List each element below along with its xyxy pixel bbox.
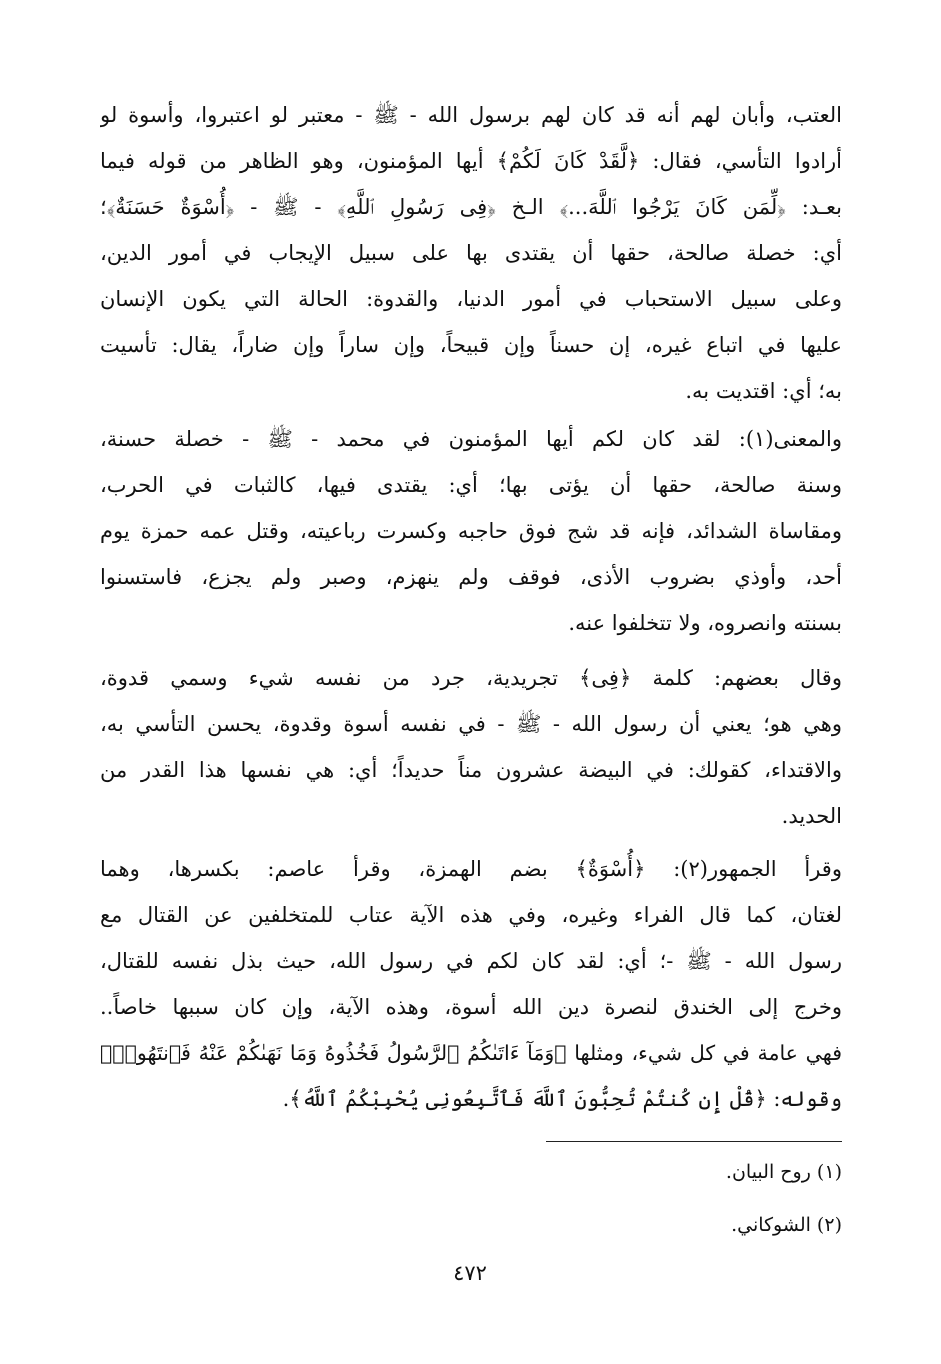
- text-line: والاقتداء، كقولك: في البيضة عشرون مناً حديداً؛ أي: هي نفسها هذا القدر من: [100, 758, 842, 782]
- text-line: وخرج إلى الخندق لنصرة دين الله أسوة، وهذه الآية، وإن كان سببها خاصاً..: [100, 995, 842, 1019]
- text-line: ومقاساة الشدائد، فإنه قد شج فوق حاجبه وكسرت رباعيته، وقتل عمه حمزة يوم: [100, 519, 842, 543]
- text-line: أرادوا التأسي، فقال: ﴿لَّقَدْ كَانَ لَكُمْ﴾ أيها المؤمنون، وهو الظاهر من قوله فيما: [100, 149, 842, 173]
- text-line: بسنته وانصروه، ولا تتخلفوا عنه.: [568, 611, 842, 635]
- text-line: وقرأ الجمهور(٢): ﴿أُسْوَةٌ﴾ بضم الهمزة، وقرأ عاصم: بكسرها، وهما: [100, 857, 842, 881]
- text-line: والمعنى(١): لقد كان لكم أيها المؤمنون في محمد - ﷺ - خصلة حسنة،: [100, 427, 842, 451]
- text-line: العتب، وأبان لهم أنه قد كان لهم برسول الله - ﷺ - معتبر لو اعتبروا، وأسوة لو: [100, 103, 842, 127]
- text-line: وعلى سبيل الاستحباب في أمور الدنيا، والقدوة: الحالة التي يكون الإنسان: [100, 287, 842, 311]
- page-number: ٤٧٢: [453, 1261, 487, 1285]
- footnote-2: (٢) الشوكاني.: [731, 1214, 842, 1236]
- text-line: الحديد.: [781, 804, 842, 828]
- text-line: فهي عامة في كل شيء، ومثلها ﴿وَمَآ ءَاتَىٰكُمُ ٱلرَّسُولُ فَخُذُوهُ وَمَا نَهَىٰكُمْ عَنْهُ فَٱنتَهُوا۟﴾: [100, 1041, 842, 1065]
- text-line: به؛ أي: اقتديت به.: [685, 379, 842, 403]
- text-line: أحد، وأوذي بضروب الأذى، فوقف ولم ينهزم، وصبر ولم يجزع، فاستسنوا: [100, 565, 842, 589]
- footnote-separator: [546, 1141, 842, 1142]
- paragraph-3: [100, 655, 842, 839]
- paragraph-1: [100, 92, 842, 414]
- text-line: وسنة صالحة، حقها أن يؤتى بها؛ أي: يقتدى فيها، كالثبات في الحرب،: [100, 473, 842, 497]
- text-line: وهي هو؛ يعني أن رسول الله - ﷺ - في نفسه أسوة وقدوة، يحسن التأسي به،: [100, 712, 842, 736]
- text-line: وقوله: ﴿قُلْ إِن كُنتُمْ تُحِبُّونَ ٱللَّهَ فَٱتَّبِعُونِى يُحْبِبْكُمُ ٱللَّهُ﴾.: [282, 1087, 842, 1111]
- text-line: وقال بعضهم: كلمة ﴿فِى﴾ تجريدية، جرد من نفسه شيء وسمي قدوة،: [100, 666, 842, 690]
- text-line: بعـد: ﴿لِّمَن كَانَ يَرْجُوا ٱللَّهَ...﴾ الـخ ﴿فِى رَسُولِ ٱللَّهِ﴾ - ﷺ - ﴿أُسْوَةٌ حَسَنَةٌ﴾؛: [100, 195, 842, 219]
- text-line: لغتان، كما قال الفراء وغيره، وفي هذه الآية عتاب للمتخلفين عن القتال مع: [100, 903, 842, 927]
- text-line: عليها في اتباع غيره، إن حسناً وإن قبيحاً، وإن ساراً وإن ضاراً، يقال: تأسيت: [100, 333, 842, 357]
- paragraph-2: [100, 416, 842, 646]
- text-line: رسول الله - ﷺ -؛ أي: لقد كان لكم في رسول الله، حيث بذل نفسه للقتال،: [100, 949, 842, 973]
- paragraph-4: [100, 846, 842, 1122]
- text-line: أي: خصلة صالحة، حقها أن يقتدى بها على سبيل الإيجاب في أمور الدين،: [100, 241, 842, 265]
- footnote-1: (١) روح البيان.: [725, 1161, 842, 1183]
